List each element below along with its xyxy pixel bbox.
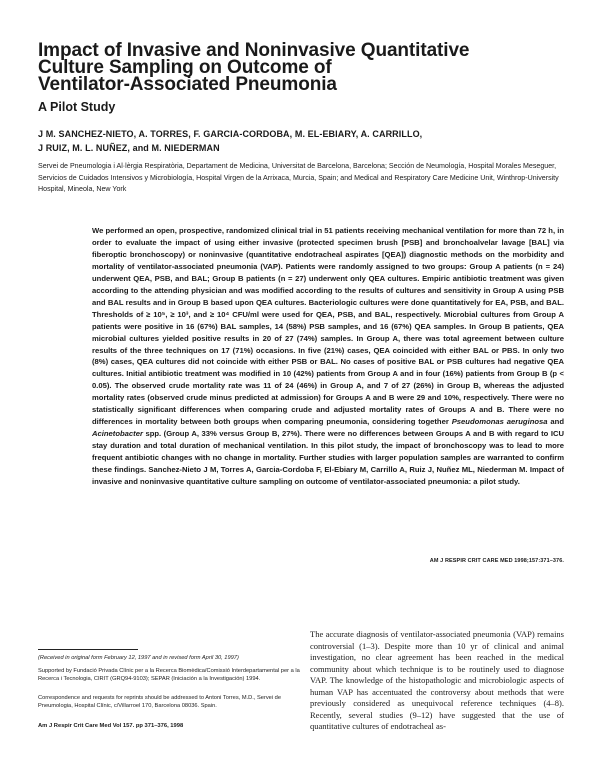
footnote-correspondence: Correspondence and requests for reprints should be addressed to Antoni Torres, M.D., Servei de Pneumologia, Hospital Clínic, c/Villarroel 170, Barcelona 08036. Spain.: [38, 695, 282, 710]
body-introduction: The accurate diagnosis of ventilator-associated pneumonia (VAP) remains controversial (1–3). Despite more than 10 yr of clinical and animal investigation, no clear agreement has been reached in the medical community about which technique is to be routinely used to diagnose VAP. The knowledge of the histopathologic and microbiologic aspects of human VAP has accentuated the controversy about methods that were previously considered as unequivocal reference techniques (4–8). Recently, several studies (9–12) have suggested that the use of quantitative cultures of endotracheal as-: [310, 629, 564, 732]
abstract-text-1: We performed an open, prospective, randomized clinical trial in 51 patients receiving mechanical ventilation for more than 72 h, in order to evaluate the impact of using either invasive (protected specimen brush [PSB] and bronchoalvelar lavage [BAL] via fiberoptic bronchoscopy) or noninvasive (quantitative endotracheal aspirates [QEA]) diagnostic methods on the morbidity and mortality of ventilator-associated pneumonia (VAP). Patients were randomly assigned to two groups: Group A patients (n = 24) underwent QEA, PSB, and BAL; Group B patients (n = 27) underwent only QEA cultures. Empiric antibiotic treatment was given according to the attending physician and was modified according to the results of cultures and sensitivity in Group A using PSB and BAL results and in Group B based upon QEA cultures. Bacteriologic cultures were done quantitatively for EA, PSB, and BAL. Thresholds of ≥ 10⁵, ≥ 10³, and ≥ 10⁴ CFU/ml were used for QEA, PSB, and BAL, respectively. Microbial cultures from Group A patients were positive in 16 (67%) BAL samples, 14 (58%) PSB samples, and 16 (67%) QEA samples. In Group B patients, QEA microbial cultures yielded positive results in 20 of 27 (74%) samples. In Group A, there was total agreement between culture results of the three techniques on 17 (71%) occasions. In five (21%) cases, QEA coincided with either BAL or PBS. In only two (8%) cases, QEA cultures did not coincide with either PSB or BAL. No cases of positive BAL or PSB cultures had negative QEA cultures. Initial antibiotic treatment was modified in 10 (42%) patients from Group A and in four (16%) patients from Group B (p < 0.05). The observed crude mortality rate was 11 of 24 (46%) in Group A, and 7 of 27 (26%) in Group B, whereas the adjusted mortality rates (observed crude minus predicted at admission) for Groups A and B were 29 and 10%, respectively. There were no statistically significant differences when comparing crude and adjusted mortality rates of Groups A and B. There were no differences in mortality between both groups when comparing pneumonia, considering together: [92, 226, 564, 427]
footnote-rule: [38, 649, 138, 650]
footnote-received: (Received in original form February 12, 1997 and in revised form April 30, 1997): [38, 655, 239, 661]
abstract: [92, 225, 564, 488]
article-subtitle: A Pilot Study: [38, 100, 116, 114]
abstract-text-2: spp. (Group A, 33% versus Group B, 27%). There were no differences between Groups A and B with regard to ICU stay duration and total duration of mechanical ventilation. In this pilot study, the impact of bronchoscopy was to lead to more frequent antibiotic changes with no change in mortality. Further studies with larger population samples are warranted to confirm these findings. Sanchez-Nieto J M, Torres A, Garcia-Cordoba F, El-Ebiary M, Carrillo A, Ruiz J, Nuñez ML, Niederman M. Impact of invasive and noninvasive quantitative culture sampling on outcome of ventilator-associated pneumonia: a pilot study.: [92, 429, 564, 487]
abstract-connector: and: [547, 417, 564, 427]
author-list: [38, 127, 538, 155]
author-line-2: J RUIZ, M. L. NUÑEZ, and M. NIEDERMAN: [38, 143, 220, 153]
abstract-organism-2: Acinetobacter: [92, 429, 143, 439]
author-line-1: J M. SANCHEZ-NIETO, A. TORRES, F. GARCIA-CORDOBA, M. EL-EBIARY, A. CARRILLO,: [38, 129, 423, 139]
abstract-citation: AM J RESPIR CRIT CARE MED 1998;157:371–376.: [429, 558, 564, 564]
article-title: Impact of Invasive and Noninvasive Quantitative Culture Sampling on Outcome of Ventilator-Associated Pneumonia: [38, 40, 470, 95]
affiliations: Servei de Pneumologia i Al·lèrgia Respiratòria, Departament de Medicina, Universitat de Barcelona, Barcelona; Sección de Neumología, Hospital Morales Meseguer, Servicios de Cuidados Intensivos y Microbiología, Hospital Virgen de la Arrixaca, Murcia, Spain; and Medical and Respiratory Care Medicine Unit, Winthrop-University Hospital, Mineola, New York: [38, 162, 559, 194]
footnote-support: Supported by Fundació Privada Clínic per a la Recerca Biomèdica/Comissió Interdepartamental per a la Recerca i Tecnologia, CIRIT (GRQ94-9103); SEPAR (Iniciación a la Investigación) 1994.: [38, 668, 300, 683]
journal-info: Am J Respir Crit Care Med Vol 157. pp 371–376, 1998: [38, 723, 184, 729]
abstract-organism-1: Pseudomonas aeruginosa: [451, 417, 548, 427]
